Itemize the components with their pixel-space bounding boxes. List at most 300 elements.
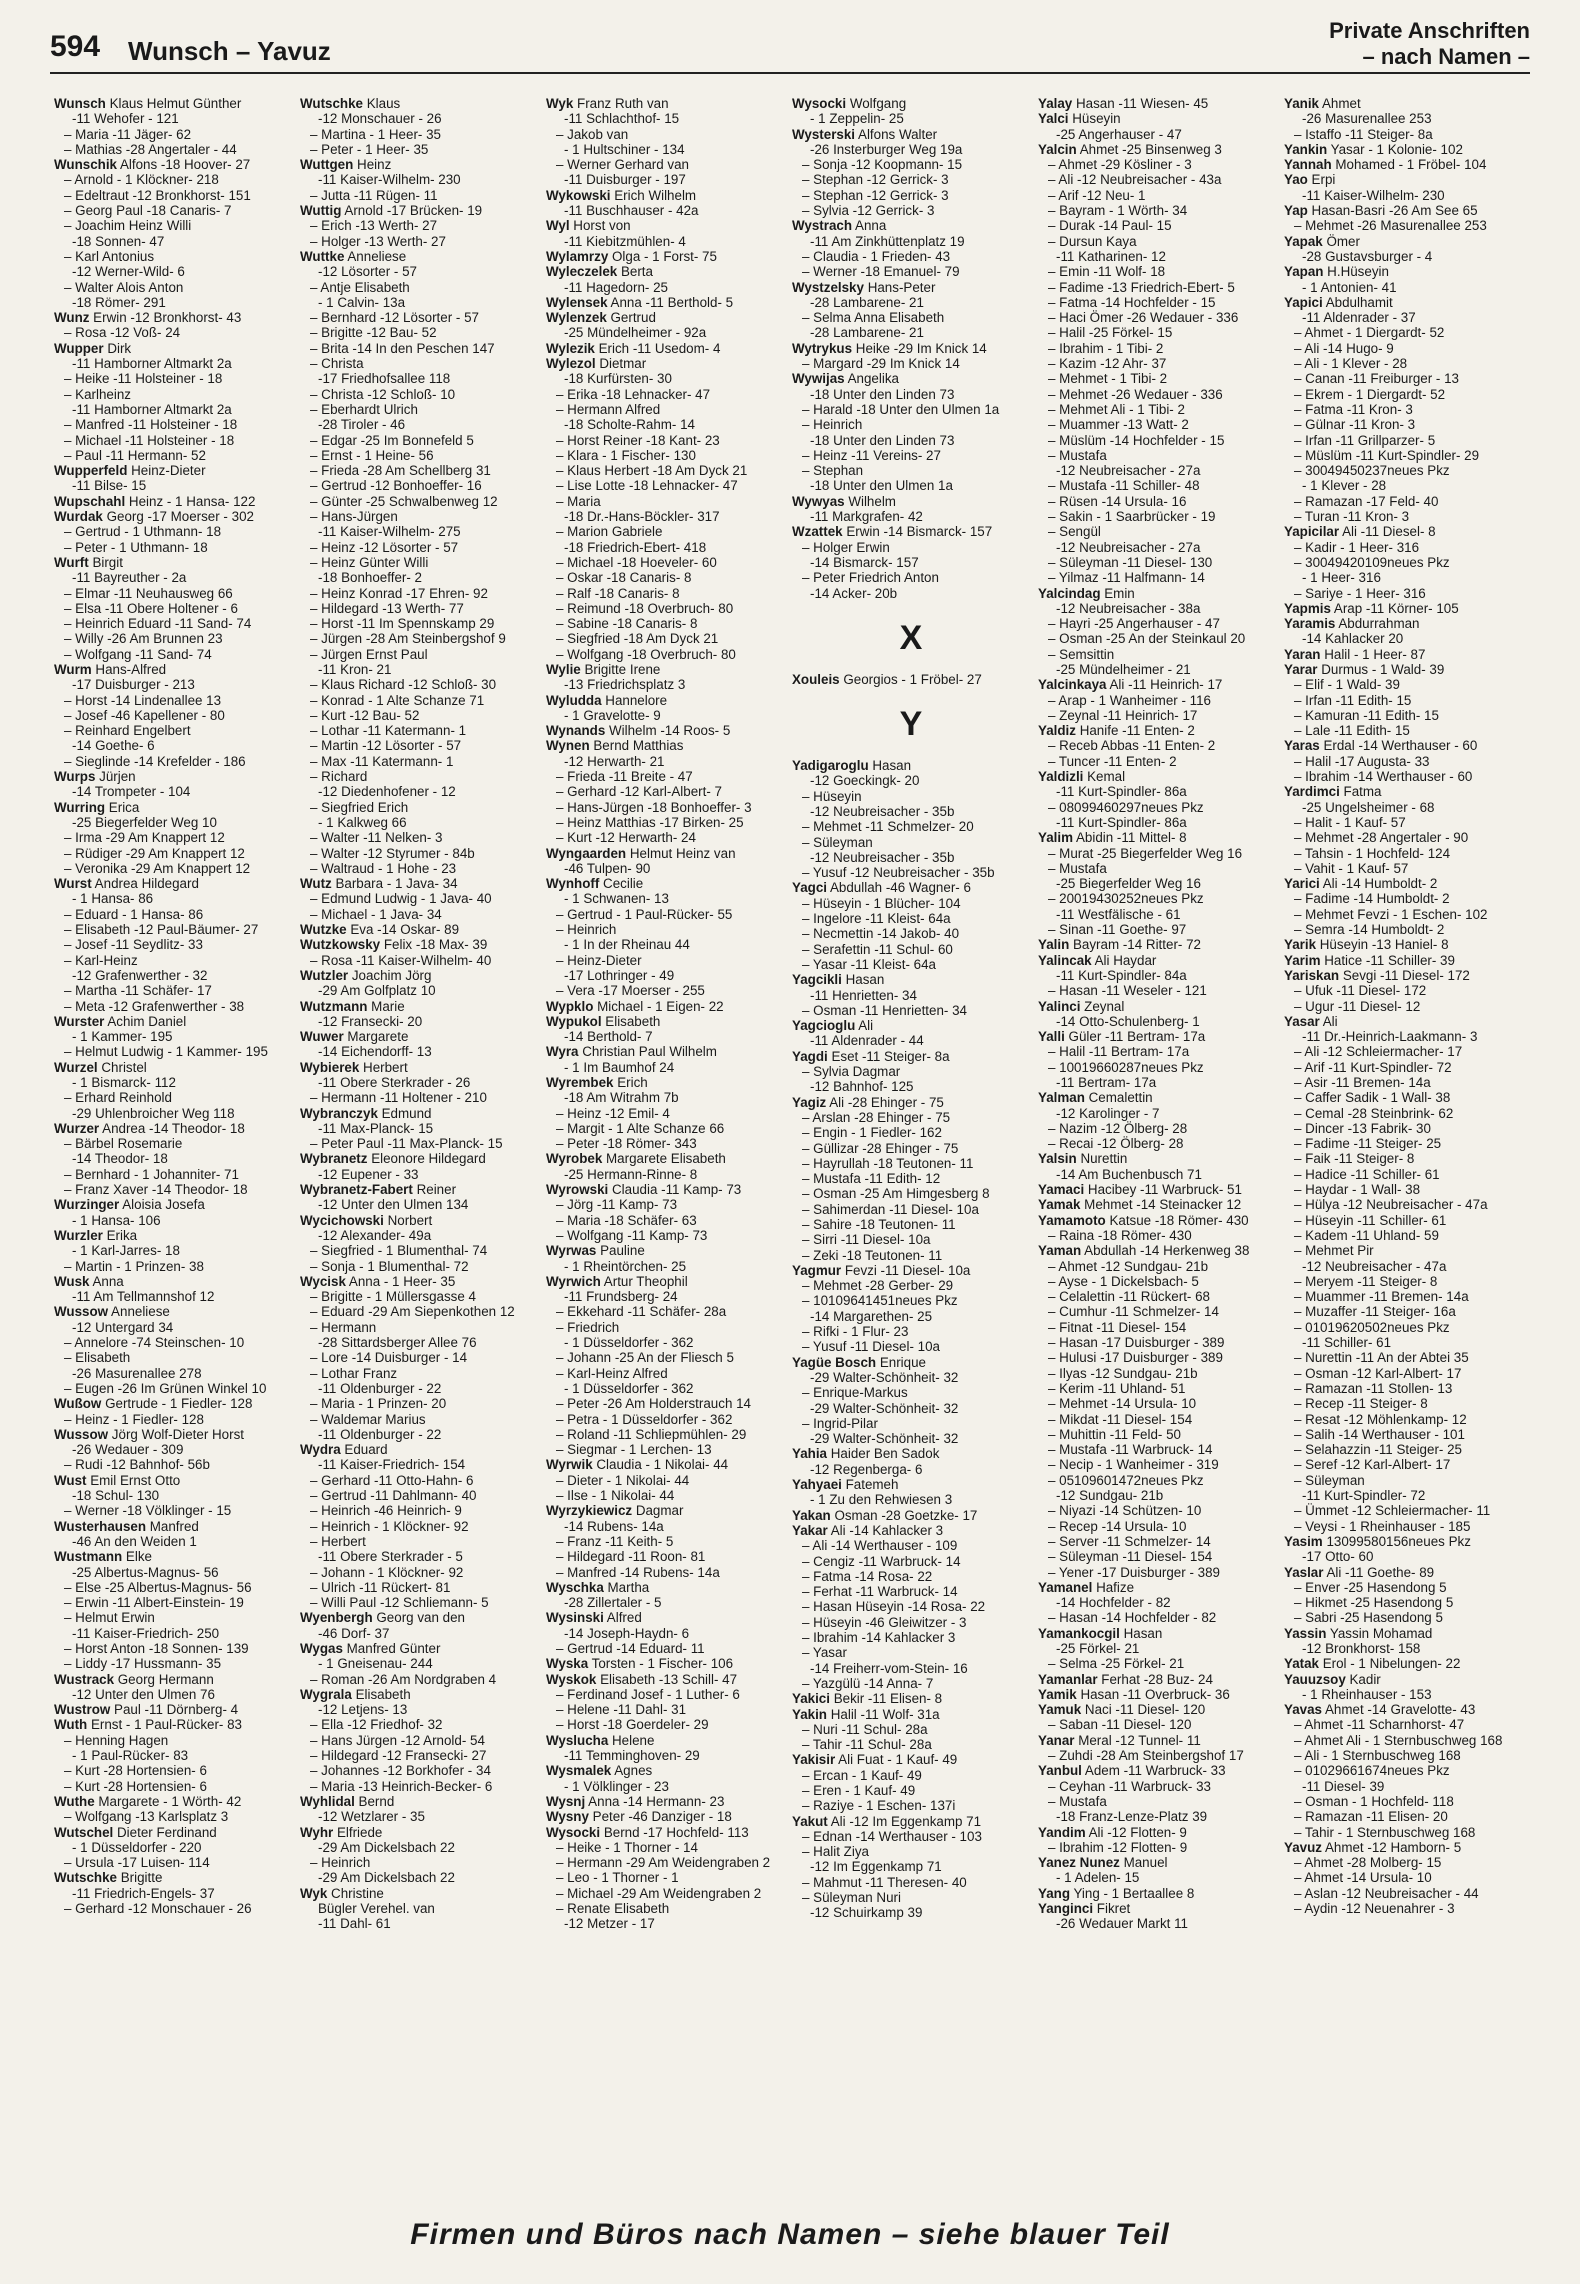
directory-entry — [1284, 172, 1522, 187]
directory-sub-entry — [1038, 1549, 1276, 1564]
entry-surname: Wykowski — [546, 187, 611, 203]
directory-sub-entry — [1284, 1381, 1522, 1396]
directory-address-line — [1284, 1549, 1522, 1564]
directory-sub-entry — [1284, 402, 1522, 417]
entry-text: – Heinrich -46 Heinrich- 9 — [310, 1503, 462, 1519]
directory-entry — [1284, 234, 1522, 249]
entry-surname: Wutzkowsky — [300, 937, 381, 953]
entry-text: -11 Duisburger - 197 — [564, 172, 686, 188]
entry-text: – Hayri -25 Angerhauser - 47 — [1048, 616, 1220, 632]
entry-text: – Leo - 1 Thorner - 1 — [556, 1870, 679, 1886]
entry-text: – Ferdinand Josef - 1 Luther- 6 — [556, 1686, 740, 1702]
entry-text: Hafize — [1092, 1579, 1135, 1595]
entry-text: – Süleyman Nuri — [802, 1890, 901, 1906]
directory-entry — [54, 800, 292, 815]
entry-text: – Mathias -28 Angertaler - 44 — [64, 141, 237, 157]
directory-entry — [546, 846, 784, 861]
entry-text: – Müslüm -11 Kurt-Spindler- 29 — [1294, 447, 1480, 463]
entry-surname: Yasar — [1284, 1013, 1320, 1029]
entry-text: – Tahir - 1 Sternbuschweg 168 — [1294, 1824, 1476, 1840]
directory-address-line — [1038, 249, 1276, 264]
directory-sub-entry — [54, 1595, 292, 1610]
directory-sub-entry — [54, 907, 292, 922]
directory-sub-entry — [300, 540, 538, 555]
directory-sub-entry — [792, 1737, 1030, 1752]
directory-sub-entry — [546, 953, 784, 968]
entry-text: Gertrud — [606, 310, 656, 326]
entry-surname: Yahia — [792, 1446, 827, 1462]
directory-sub-entry — [1284, 999, 1522, 1014]
entry-text: – Osman -12 Karl-Albert- 17 — [1294, 1365, 1462, 1381]
entry-text: – Mustafa -11 Schiller- 48 — [1048, 478, 1200, 494]
directory-address-line — [1038, 1167, 1276, 1182]
entry-surname: Wyrwas — [546, 1243, 597, 1259]
directory-entry — [792, 1691, 1030, 1706]
directory-address-line — [792, 1309, 1030, 1324]
entry-text: – Fadime -11 Steiger- 25 — [1294, 1136, 1442, 1152]
entry-text: Ahmet — [1319, 96, 1361, 111]
entry-text: – Josef -46 Kapellener - 80 — [64, 707, 225, 723]
entry-text: Felix -18 Max- 39 — [380, 937, 488, 953]
directory-sub-entry — [1038, 1060, 1276, 1075]
entry-text: -12 Letjens- 13 — [318, 1702, 408, 1718]
entry-text: – Mehmet -26 Wedauer - 336 — [1048, 386, 1223, 402]
entry-text: – Ernst - 1 Heine- 56 — [310, 447, 434, 463]
entry-surname: Yadigaroglu — [792, 758, 869, 774]
entry-text: Sevgi -11 Diesel- 172 — [1339, 967, 1470, 983]
entry-text: – Raina -18 Römer- 430 — [1048, 1227, 1192, 1243]
entry-text: – Ahmet -29 Kösliner - 3 — [1048, 157, 1192, 173]
entry-text: -17 Friedhofsallee 118 — [318, 371, 451, 387]
entry-text: – Hayrullah -18 Teutonen- 11 — [802, 1155, 974, 1171]
directory-sub-entry — [1284, 891, 1522, 906]
entry-text: – Johann - 1 Klöckner- 92 — [310, 1564, 464, 1580]
entry-text: – Selma Anna Elisabeth — [802, 310, 945, 326]
directory-sub-entry — [1038, 1335, 1276, 1350]
entry-surname: Yagüe Bosch — [792, 1354, 877, 1370]
directory-sub-entry — [300, 448, 538, 463]
directory-sub-entry — [1038, 509, 1276, 524]
directory-sub-entry — [546, 586, 784, 601]
entry-text: -17 Otto- 60 — [1302, 1549, 1374, 1565]
entry-text: – Hildegard -13 Werth- 77 — [310, 600, 464, 616]
directory-sub-entry — [1284, 1473, 1522, 1488]
entry-text: Torsten - 1 Fischer- 106 — [588, 1656, 734, 1672]
directory-address-line — [1038, 1595, 1276, 1610]
entry-text: -12 Goeckingk- 20 — [810, 773, 920, 789]
entry-text: Emin — [1100, 585, 1135, 601]
entry-text: Kemal — [1083, 769, 1126, 785]
entry-text: – Ahmet -12 Sundgau- 21b — [1048, 1258, 1209, 1274]
entry-text: – Antje Elisabeth — [310, 279, 410, 295]
directory-address-line — [54, 1106, 292, 1121]
directory-address-line — [1038, 1870, 1276, 1885]
entry-text: – Elsa -11 Obere Holtener - 6 — [64, 600, 238, 616]
entry-text: -12 Neubreisacher - 27a — [1056, 463, 1201, 479]
directory-sub-entry — [1038, 1136, 1276, 1151]
directory-address-line — [54, 1687, 292, 1702]
entry-surname: Wupschahl — [54, 493, 126, 509]
entry-text: – Heike - 1 Thorner - 14 — [556, 1839, 698, 1855]
entry-text: – Erwin -11 Albert-Einstein- 19 — [64, 1595, 244, 1611]
directory-address-line — [546, 172, 784, 187]
entry-surname: Yalcinkaya — [1038, 677, 1107, 693]
entry-text: – Harald -18 Unter den Ulmen 1a — [802, 401, 1000, 417]
entry-text: Achim Daniel — [104, 1013, 187, 1029]
entry-text: – Brita -14 In den Peschen 147 — [310, 340, 495, 356]
entry-text: – Fadime -14 Humboldt- 2 — [1294, 891, 1450, 907]
entry-text: – Edeltraut -12 Bronkhorst- 151 — [64, 187, 251, 203]
footer-note: Firmen und Büros nach Namen – siehe blauer Teil — [410, 2218, 1170, 2251]
directory-sub-entry — [1284, 417, 1522, 432]
directory-entry — [54, 1274, 292, 1289]
entry-text: Eset -11 Steiger- 8a — [827, 1048, 950, 1064]
entry-text: – Ahmet -14 Ursula- 10 — [1294, 1870, 1432, 1886]
entry-surname: Wybranczyk — [300, 1105, 378, 1121]
directory-entry — [300, 876, 538, 891]
entry-text: -29 Walter-Schönheit- 32 — [810, 1369, 959, 1385]
entry-surname: Yap — [1284, 203, 1308, 219]
entry-text: Margarete Elisabeth — [602, 1151, 726, 1167]
entry-text: -29 Am Golfplatz 10 — [318, 983, 436, 999]
directory-address-line — [1038, 540, 1276, 555]
entry-text: Erika — [102, 1227, 138, 1243]
directory-sub-entry — [1284, 1060, 1522, 1075]
entry-text: Ali -28 Ehinger - 75 — [826, 1094, 944, 1110]
entry-text: Dagmar — [632, 1503, 684, 1519]
directory-entry — [54, 157, 292, 172]
entry-text: – Mustafa -11 Edith- 12 — [802, 1171, 941, 1187]
entry-text: Heike -29 Im Knick 14 — [852, 340, 987, 356]
entry-text: -11 Kaiser-Wilhelm- 275 — [318, 524, 461, 540]
entry-text: – Herbert — [310, 1533, 366, 1549]
entry-text: – Lale -11 Edith- 15 — [1294, 723, 1410, 739]
entry-text: – Klara - 1 Fischer- 130 — [556, 447, 696, 463]
directory-address-line — [546, 203, 784, 218]
directory-sub-entry — [1284, 1182, 1522, 1197]
directory-entry — [1284, 1702, 1522, 1717]
entry-surname: Wustrack — [54, 1671, 115, 1687]
entry-text: Hacibey -11 Warbruck- 51 — [1084, 1182, 1242, 1198]
entry-text: -12 Unter den Ulmen 76 — [72, 1686, 215, 1702]
directory-entry — [300, 922, 538, 937]
entry-text: Hatice -11 Schiller- 39 — [1320, 952, 1455, 968]
directory-entry — [546, 1809, 784, 1824]
entry-surname: Wyngaarden — [546, 845, 627, 861]
entry-surname: Wussow — [54, 1426, 109, 1442]
directory-address-line — [300, 1167, 538, 1182]
entry-text: Abdurrahman — [1335, 616, 1420, 632]
entry-text: – Yazgülü -14 Anna- 7 — [802, 1675, 934, 1691]
directory-sub-entry — [1038, 846, 1276, 861]
directory-address-line — [1284, 570, 1522, 585]
directory-sub-entry — [54, 693, 292, 708]
entry-text: – Heinrich Eduard -11 Sand- 74 — [64, 616, 252, 632]
entry-text: -11 Temminghoven- 29 — [564, 1748, 700, 1764]
directory-sub-entry — [300, 769, 538, 784]
directory-address-line — [1038, 1488, 1276, 1503]
directory-address-line — [54, 1748, 292, 1763]
entry-text: Heinz — [353, 157, 392, 173]
entry-text: -18 Unter den Linden 73 — [810, 432, 955, 448]
directory-sub-entry — [300, 494, 538, 509]
directory-sub-entry — [1038, 1565, 1276, 1580]
directory-sub-entry — [54, 1381, 292, 1396]
entry-text: – Waldemar Marius — [310, 1411, 426, 1427]
entry-text: – Kazim -12 Ahr- 37 — [1048, 356, 1167, 372]
entry-text: – Ramazan -11 Elisen- 20 — [1294, 1809, 1448, 1825]
directory-entry — [54, 876, 292, 891]
entry-text: Ferhat -28 Buz- 24 — [1097, 1671, 1213, 1687]
directory-sub-entry — [54, 387, 292, 402]
directory-sub-entry — [546, 478, 784, 493]
directory-address-line — [792, 478, 1030, 493]
directory-sub-entry — [546, 402, 784, 417]
entry-text: – Horst -11 Im Spennskamp 29 — [310, 616, 495, 632]
directory-sub-entry — [1038, 295, 1276, 310]
directory-sub-entry — [1284, 769, 1522, 784]
directory-address-line — [300, 1075, 538, 1090]
directory-entry — [792, 127, 1030, 142]
directory-entry — [54, 1549, 292, 1564]
entry-text: – Hermann — [310, 1319, 377, 1335]
entry-text: -29 Walter-Schönheit- 32 — [810, 1400, 959, 1416]
entry-surname: Wuth — [54, 1717, 88, 1733]
entry-text: – Gertrud - 1 Uthmann- 18 — [64, 524, 222, 540]
entry-text: -18 Friedrich-Ebert- 418 — [564, 539, 707, 555]
entry-text: Enrique — [876, 1354, 926, 1370]
directory-entry — [1038, 1182, 1276, 1197]
entry-surname: Wuthe — [54, 1793, 95, 1809]
directory-sub-entry — [546, 647, 784, 662]
entry-surname: Wyskok — [546, 1671, 597, 1687]
entry-surname: Yapici — [1284, 294, 1323, 310]
directory-address-line — [300, 172, 538, 187]
entry-surname: Wylenzek — [546, 310, 607, 326]
entry-text: – Hüseyin -46 Gleiwitzer - 3 — [802, 1614, 967, 1630]
entry-text: – Martin -12 Lösorter - 57 — [310, 738, 462, 754]
directory-sub-entry — [1038, 341, 1276, 356]
entry-text: – Horst -14 Lindenallee 13 — [64, 692, 222, 708]
entry-text: – Karl Antonius — [64, 248, 155, 264]
entry-text: Ali — [1319, 1013, 1338, 1029]
directory-sub-entry — [54, 280, 292, 295]
entry-surname: Yamanlar — [1038, 1671, 1098, 1687]
directory-sub-entry — [1284, 1442, 1522, 1457]
entry-text: – Mehmet Fevzi - 1 Eschen- 102 — [1294, 906, 1488, 922]
entry-text: – Cengiz -11 Warbruck- 14 — [802, 1553, 961, 1569]
entry-surname: Wysterski — [792, 126, 856, 142]
entry-text: – Yasar — [802, 1645, 847, 1661]
entry-text: -12 Untergard 34 — [72, 1319, 174, 1335]
entry-surname: Wunschik — [54, 157, 117, 173]
directory-sub-entry — [54, 1412, 292, 1427]
entry-text: – Maria - 1 Prinzen- 20 — [310, 1396, 447, 1412]
entry-text: -14 Freiherr-vom-Stein- 16 — [810, 1660, 968, 1676]
entry-text: – Ekrem - 1 Diergardt- 52 — [1294, 386, 1446, 402]
entry-text: Alfred — [603, 1610, 642, 1626]
entry-text: – Manfred -14 Rubens- 14a — [556, 1564, 720, 1580]
directory-sub-entry — [300, 478, 538, 493]
entry-text: -26 Wedauer Markt 11 — [1056, 1916, 1188, 1932]
directory-sub-entry — [1038, 1304, 1276, 1319]
entry-text: – Siegfried - 1 Blumenthal- 74 — [310, 1243, 488, 1259]
entry-text: – Marion Gabriele — [556, 524, 663, 540]
directory-sub-entry — [1038, 1534, 1276, 1549]
directory-sub-entry — [792, 1248, 1030, 1263]
directory-sub-entry — [54, 1457, 292, 1472]
entry-surname: Wurzler — [54, 1227, 103, 1243]
entry-surname: Wyk — [300, 1885, 328, 1901]
letter-heading: X — [899, 618, 923, 657]
entry-text: -11 Hamborner Altmarkt 2a — [72, 401, 232, 417]
directory-address-line — [300, 1228, 538, 1243]
directory-entry — [300, 157, 538, 172]
directory-entry — [1038, 1090, 1276, 1105]
entry-text: – Kurt -12 Herwarth- 24 — [556, 830, 696, 846]
entry-text: -14 Otto-Schulenberg- 1 — [1056, 1013, 1200, 1029]
entry-text: Anna — [89, 1273, 124, 1289]
directory-sub-entry — [546, 1213, 784, 1228]
directory-sub-entry — [1038, 280, 1276, 295]
entry-text: – Ali -12 Schleiermacher- 17 — [1294, 1044, 1463, 1060]
directory-sub-entry — [1284, 1167, 1522, 1182]
entry-text: – Holger Erwin — [802, 539, 890, 555]
entry-text: Hasan — [1119, 1625, 1163, 1641]
entry-text: – Horst Reiner -18 Kant- 23 — [556, 432, 720, 448]
entry-text: Bekir -11 Elisen- 8 — [829, 1691, 943, 1707]
entry-surname: Yamik — [1038, 1686, 1077, 1702]
entry-text: Andrea Hildegard — [91, 876, 199, 892]
entry-surname: Yalim — [1038, 830, 1073, 846]
directory-address-line — [546, 861, 784, 876]
entry-text: – Kurt -28 Hortensien- 6 — [64, 1763, 207, 1779]
entry-surname: Yapak — [1284, 233, 1323, 249]
directory-address-line — [546, 937, 784, 952]
entry-surname: Wyslucha — [546, 1732, 609, 1748]
directory-address-line — [546, 1335, 784, 1350]
directory-address-line — [792, 295, 1030, 310]
directory-sub-entry — [300, 142, 538, 157]
entry-text: -11 Obere Sterkrader - 26 — [318, 1075, 471, 1090]
entry-text: – Ibrahim - 1 Tibi- 2 — [1048, 340, 1164, 356]
entry-surname: Wygrala — [300, 1686, 352, 1702]
directory-address-line — [792, 804, 1030, 819]
directory-sub-entry — [792, 896, 1030, 911]
entry-text: – Ibrahim -14 Kahlacker 3 — [802, 1630, 956, 1646]
directory-address-line — [1284, 1779, 1522, 1794]
entry-surname: Wybierek — [300, 1059, 360, 1075]
entry-surname: Yagiz — [792, 1094, 827, 1110]
entry-text: – Ahmet -11 Scharnhorst- 47 — [1294, 1717, 1465, 1733]
entry-text: – Hulusi -17 Duisburger - 389 — [1048, 1350, 1223, 1366]
entry-text: – Frieda -28 Am Schellberg 31 — [310, 463, 491, 479]
directory-sub-entry — [1038, 417, 1276, 432]
entry-text: – Elif - 1 Wald- 39 — [1294, 677, 1400, 693]
directory-sub-entry — [54, 922, 292, 937]
entry-text: Aloisia Josefa — [119, 1197, 205, 1213]
directory-address-line — [792, 509, 1030, 524]
directory-entry — [54, 1672, 292, 1687]
entry-surname: Yagcikli — [792, 972, 842, 988]
entry-surname: Wutschke — [300, 96, 364, 111]
directory-address-line — [1038, 1916, 1276, 1931]
directory-sub-entry — [792, 1156, 1030, 1171]
entry-text: -11 Aldenrader - 44 — [810, 1033, 924, 1049]
directory-sub-entry — [792, 1584, 1030, 1599]
directory-entry — [546, 1457, 784, 1472]
directory-entry — [1038, 677, 1276, 692]
entry-text: -46 An den Weiden 1 — [72, 1533, 197, 1549]
directory-sub-entry — [1038, 310, 1276, 325]
entry-text: – Hikmet -25 Hasendong 5 — [1294, 1595, 1454, 1611]
directory-sub-entry — [54, 417, 292, 432]
entry-text: – Elisabeth — [64, 1350, 131, 1366]
entry-text: – Yusuf -11 Diesel- 10a — [802, 1339, 940, 1355]
entry-text: – Yasar -11 Kleist- 64a — [802, 956, 936, 972]
directory-sub-entry — [1038, 1717, 1276, 1732]
entry-text: – Serafettin -11 Schul- 60 — [802, 941, 953, 957]
entry-surname: Yanez Nunez — [1038, 1855, 1120, 1871]
entry-surname: Wylie — [546, 661, 581, 677]
entry-surname: Yapan — [1284, 264, 1324, 280]
entry-text: – Osman -11 Henrietten- 34 — [802, 1002, 967, 1018]
entry-text: – Maria — [556, 493, 601, 509]
entry-text: – Ayse - 1 Dickelsbach- 5 — [1048, 1273, 1199, 1289]
entry-text: – Werner -18 Emanuel- 79 — [802, 264, 960, 280]
entry-text: Erdal -14 Werthauser - 60 — [1319, 738, 1478, 754]
directory-sub-entry — [792, 1645, 1030, 1660]
directory-sub-entry — [1038, 172, 1276, 187]
entry-text: – Gerhard -11 Otto-Hahn- 6 — [310, 1472, 474, 1488]
entry-text: -18 Schul- 130 — [72, 1488, 160, 1504]
entry-surname: Yalci — [1038, 111, 1069, 127]
directory-sub-entry — [300, 1243, 538, 1258]
directory-address-line — [300, 1626, 538, 1641]
entry-surname: Wywyas — [792, 493, 845, 509]
entry-text: – Turan -11 Kron- 3 — [1294, 509, 1410, 525]
directory-sub-entry — [1038, 387, 1276, 402]
directory-address-line — [300, 1549, 538, 1564]
entry-text: – Peter Friedrich Anton — [802, 570, 939, 586]
entry-text: Zeynal — [1080, 998, 1125, 1014]
directory-entry — [1038, 953, 1276, 968]
entry-text: Halil - 1 Heer- 87 — [1320, 646, 1426, 662]
directory-entry — [792, 371, 1030, 386]
directory-address-line — [1284, 631, 1522, 646]
directory-address-line — [300, 1335, 538, 1350]
entry-text: – Wolfgang -11 Kamp- 73 — [556, 1227, 708, 1243]
directory-entry — [54, 310, 292, 325]
entry-surname: Yakan — [792, 1507, 831, 1523]
entry-text: -28 Lambarene- 21 — [810, 325, 924, 341]
entry-text: – Müslüm -14 Hochfelder - 15 — [1048, 432, 1225, 448]
entry-surname: Wystrach — [792, 218, 853, 234]
entry-text: – Muzaffer -11 Steiger- 16a — [1294, 1304, 1456, 1320]
directory-address-line — [546, 234, 784, 249]
entry-text: – Eduard -29 Am Siepenkothen 12 — [310, 1304, 515, 1320]
entry-text: – Arslan -28 Ehinger - 75 — [802, 1109, 951, 1125]
entry-text: -12 Schuirkamp 39 — [810, 1905, 923, 1921]
directory-sub-entry — [300, 1565, 538, 1580]
entry-text: – Kerim -11 Uhland- 51 — [1048, 1380, 1186, 1396]
entry-surname: Wyhlidal — [300, 1793, 355, 1809]
entry-text: – Mehmet Pir — [1294, 1243, 1374, 1259]
entry-text: – Meta -12 Grafenwerther - 38 — [64, 998, 245, 1014]
entry-text: Margarete - 1 Wörth- 42 — [94, 1793, 242, 1809]
entry-text: – Lise Lotte -18 Lehnacker- 47 — [556, 478, 738, 494]
directory-address-line — [300, 417, 538, 432]
